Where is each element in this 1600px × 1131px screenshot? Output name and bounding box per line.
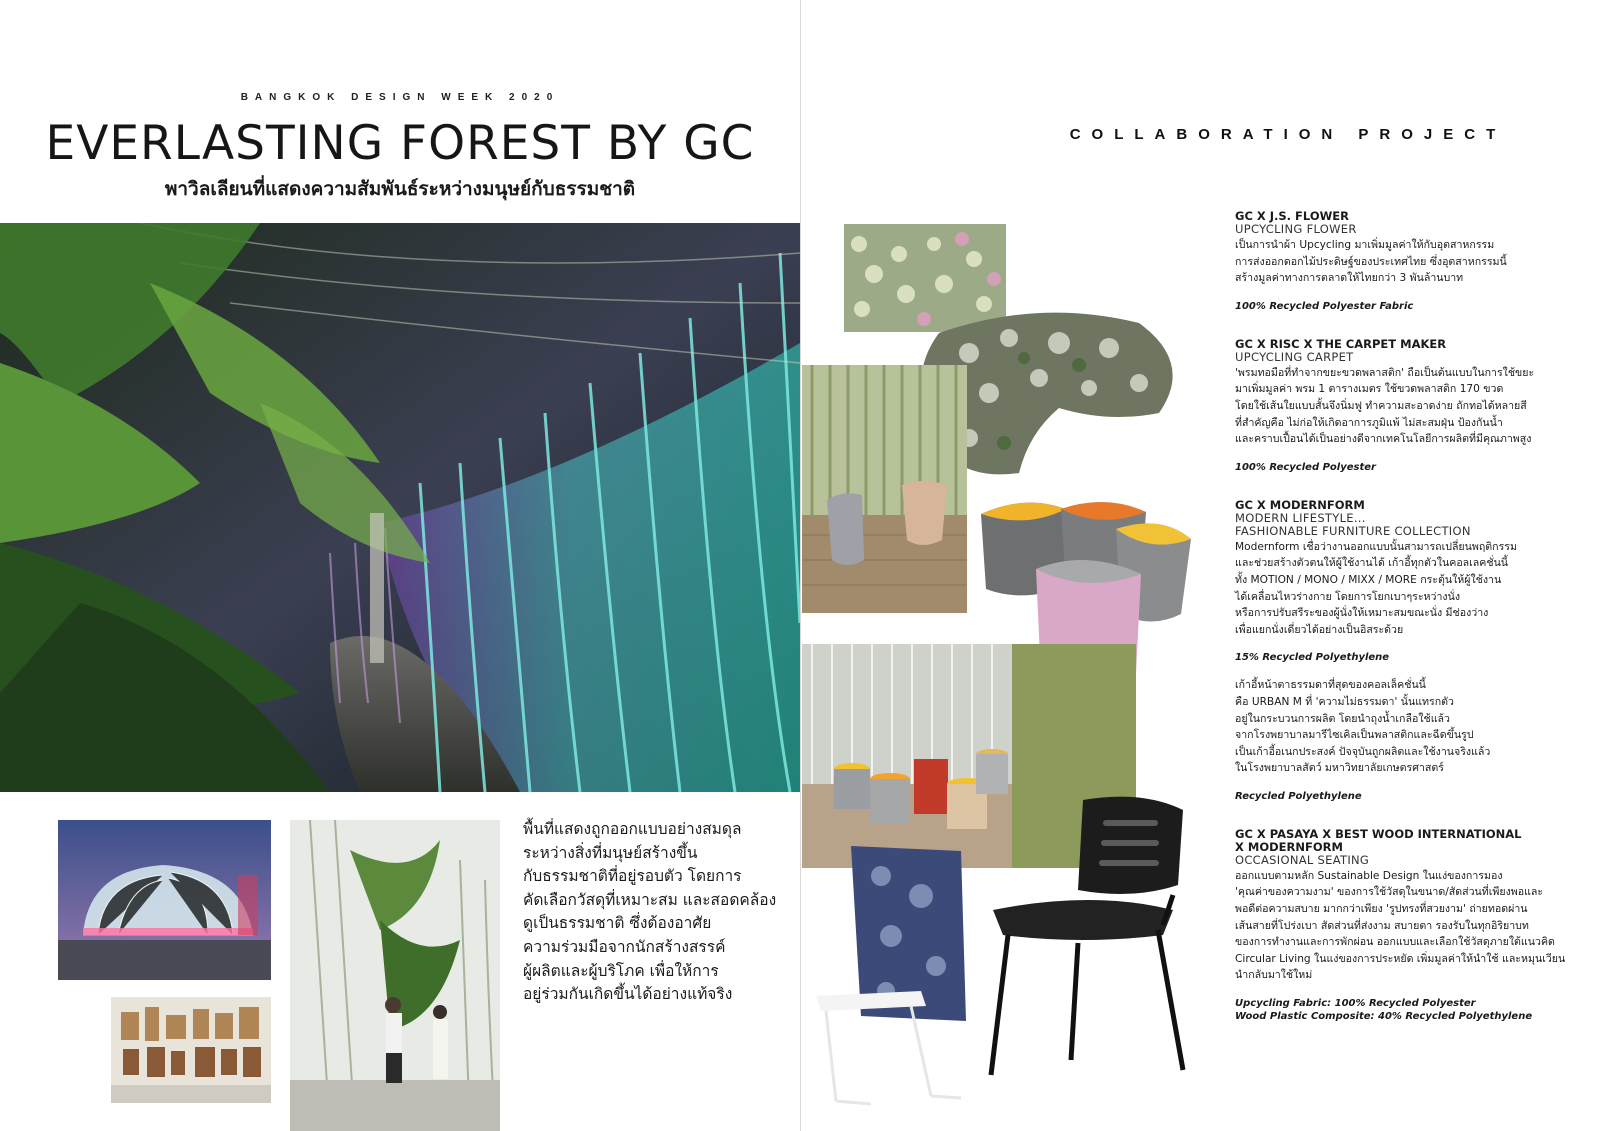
photo-black-chair [983,795,1203,1085]
body-line: อยู่ร่วมกันเกิดขึ้นได้อย่างแท้จริง [523,985,733,1004]
project-js-flower [1235,210,1595,313]
body-line: มาเพิ่มมูลค่า พรม 1 ตารางเมตร ใช้ขวดพลาสติก 170 ขวด [1235,383,1504,396]
body-line: ออกแบบตามหลัก Sustainable Design ในแง่ของการมอง [1235,869,1503,882]
body-line: เป็นการนำผ้า Upcycling มาเพิ่มมูลค่าให้กับอุตสาหกรรม [1235,239,1495,251]
project-pasaya [1235,828,1595,1023]
project-name: GC X MODERNFORM [1235,497,1365,512]
photo-pavilion-dusk [58,820,271,980]
project-subtitle: FASHIONABLE FURNITURE COLLECTION [1235,523,1471,538]
body-line: กับธรรมชาติที่อยู่รอบตัว โดยการ [523,867,742,886]
body-line: ความร่วมมือจากนักสร้างสรรค์ [523,937,726,956]
project-subtitle: UPCYCLING FLOWER [1235,222,1357,236]
project-carpet-maker [1235,338,1595,474]
project-description [1235,365,1595,448]
project-name: GC X PASAYA X BEST WOOD INTERNATIONAL [1235,826,1522,841]
page-subtitle: พาวิลเลียนที่แสดงความสัมพันธ์ระหว่างมนุษย์กับธรรมชาติ [164,178,636,200]
body-line: ผู้ผลิตและผู้บริโภค เพื่อให้การ [523,961,719,980]
body-line: ระหว่างสิ่งที่มนุษย์สร้างขึ้น [523,843,698,862]
body-line: เป็นเก้าอี้อเนกประสงค์ ปัจจุบันถูกผลิตและใช้งานจริงแล้ว [1235,745,1491,758]
intro-paragraph [523,818,783,1007]
body-line: Modernform เชื่อว่างานออกแบบนั้นสามารถเปลี่ยนพฤติกรรม [1235,540,1517,553]
material-note: 15% Recycled Polyethylene [1235,652,1390,664]
project-name: X MODERNFORM [1235,839,1343,854]
right-page [801,0,1600,1131]
project-name: GC X J.S. FLOWER [1235,209,1350,223]
material-note: Wood Plastic Composite: 40% Recycled Polyethylene [1235,1011,1533,1023]
project-description [1235,868,1595,984]
body-line: ได้เคลื่อนไหวร่างกาย โดยการโยกเบาๆระหว่างนั่ง [1235,590,1460,603]
photo-visitors-walking [290,820,500,1131]
body-line: ในโรงพยาบาลสัตว์ มหาวิทยาลัยเกษตรศาสตร์ [1235,762,1444,775]
body-line: นำกลับมาใช้ใหม่ [1235,969,1313,982]
project-list [1235,210,1595,1023]
body-line: เส้นสายที่โปร่งเบา สัดส่วนที่ส่งงาม สบายตา รองรับในทุกอิริยาบท [1235,919,1529,932]
project-description [1235,539,1595,639]
body-line: 'คุณค่าของความงาม' ของการใช้วัสดุในขนาด/สัดส่วนที่เพียงพอและ [1235,886,1544,899]
page-title: EVERLASTING FOREST BY GC [45,116,755,171]
body-line: สร้างมูลค่าทางการตลาดให้ไทยกว่า 3 พันล้านบาท [1235,272,1464,285]
project-subtitle: OCCASIONAL SEATING [1235,852,1370,867]
photo-bamboo-stools [802,365,967,613]
project-modernform [1235,499,1595,803]
project-description [1235,237,1595,287]
body-line: พอดีต่อความสบาย มากกว่าเพียง 'รูปทรงที่สวยงาม' ถ่ายทอดผ่าน [1235,903,1528,916]
project-name: GC X RISC X THE CARPET MAKER [1235,336,1447,351]
material-note: 100% Recycled Polyester Fabric [1235,300,1414,312]
body-line: อยู่ในกระบวนการผลิต โดยนำถุงน้ำเกลือใช้แล้ว [1235,712,1450,725]
body-line: Circular Living ในแง่ของการประหยัด เพิ่มมูลค่าให้นำใช้ และหมุนเวียน [1235,952,1566,965]
body-line: จากโรงพยาบาลมารีไซเคิลเป็นพลาสติกและฉีดขึ้นรูป [1235,729,1474,742]
body-line: โดยใช้เส้นใยแบบสั้นจึงนิ่มฟู ทำความสะอาดง่าย ถักทอได้หลายสี [1235,399,1527,412]
body-line: หรือการปรับสรีระของผู้นั่งให้เหมาะสมขณะนั่ง มีช่องว่าง [1235,607,1489,620]
body-line: ของการทำงานและการพักผ่อน ออกแบบและเลือกใช้วัสดุภายใต้แนวคิด [1235,936,1555,949]
body-line: ดูเป็นธรรมชาติ ซึ่งต้องอาศัย [523,914,712,933]
body-line: การส่งออกดอกไม้ประดิษฐ์ของประเทศไทย ซึ่งอุตสาหกรรมนี้ [1235,255,1507,268]
body-line: เพื่อแยกนั่งเดี่ยวได้อย่างเป็นอิสระด้วย [1235,623,1404,636]
body-line: เก้าอี้หน้าตาธรรมดาที่สุดของคอลเล็คชั่นนี้ [1235,679,1426,692]
project-subtitle: MODERN LIFESTYLE... [1235,510,1366,525]
body-line: ทั้ง MOTION / MONO / MIXX / MORE กระตุ้นให้ผู้ใช้งาน [1235,573,1502,586]
material-note: Recycled Polyethylene [1235,790,1362,802]
body-line: คือ URBAN M ที่ 'ความไม่ธรรมดา' นั้นแทรกตัว [1235,695,1454,708]
urban-m-description [1235,677,1595,777]
body-line: ที่สำคัญคือ ไม่ก่อให้เกิดอาการภูมิแพ้ ไม่สะสมฝุ่น ป้องกันน้ำ [1235,416,1503,429]
material-note: 100% Recycled Polyester [1235,461,1376,473]
photo-floral-chair [811,846,973,1108]
body-line: และคราบเปื้อนได้เป็นอย่างดีจากเทคโนโลยีการผลิตที่มีคุณภาพสูง [1235,433,1532,446]
hero-photo-walkway [0,223,800,792]
body-line: 'พรมทอมือที่ทำจากขยะขวดพลาสติก' ถือเป็นต้นแบบในการใช้ขยะ [1235,366,1535,379]
section-heading: COLLABORATION PROJECT [1069,126,1507,143]
photo-botanical-board [111,997,271,1103]
body-line: และช่วยสร้างตัวตนให้ผู้ใช้งานได้ เก้าอี้ทุกตัวในคอลเลคชั่นนี้ [1235,557,1509,570]
material-note: Upcycling Fabric: 100% Recycled Polyester [1235,998,1476,1010]
project-subtitle: UPCYCLING CARPET [1235,349,1354,364]
body-line: พื้นที่แสดงถูกออกแบบอย่างสมดุล [523,820,742,838]
event-eyebrow: BANGKOK DESIGN WEEK 2020 [240,92,560,103]
body-line: คัดเลือกวัสดุที่เหมาะสม และสอดคล้อง [523,890,777,909]
